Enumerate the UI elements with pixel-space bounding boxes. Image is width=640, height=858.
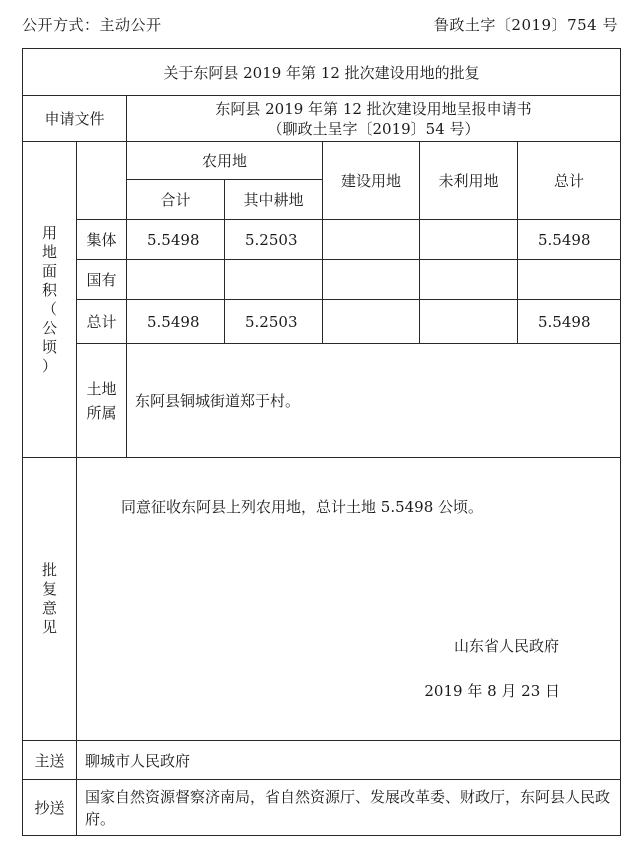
- approval-text: 同意征收东阿县上列农用地，总计土地 5.5498 公顷。: [121, 498, 484, 516]
- cell-construction: [323, 260, 420, 300]
- col-construction-land: 建设用地: [323, 142, 420, 220]
- approval-opinion-body: [77, 458, 621, 741]
- cell-construction: [323, 220, 420, 260]
- send-to-label: 主送: [23, 741, 77, 780]
- col-agricultural-land: 农用地: [127, 142, 323, 180]
- cell-subtotal: 5.5498: [127, 220, 225, 260]
- cell-farmland: [225, 260, 323, 300]
- cc-label: 抄送: [23, 780, 77, 836]
- cell-total: 5.5498: [518, 300, 621, 344]
- approval-form-table: [22, 48, 621, 836]
- disclosure-method: 公开方式：主动公开: [22, 16, 162, 34]
- cell-total: [518, 260, 621, 300]
- col-total: 总计: [518, 142, 621, 220]
- row-label: 集体: [77, 220, 127, 260]
- document-title: 关于东阿县 2019 年第 12 批次建设用地的批复: [23, 49, 621, 96]
- col-subtotal: 合计: [127, 180, 225, 220]
- cell-unused: [420, 300, 518, 344]
- cell-subtotal: 5.5498: [127, 300, 225, 344]
- table-row: [23, 300, 621, 344]
- col-farmland: 其中耕地: [225, 180, 323, 220]
- cell-unused: [420, 260, 518, 300]
- cell-farmland: 5.2503: [225, 220, 323, 260]
- approval-date: 2019 年 8 月 23 日: [424, 682, 561, 700]
- table-row: [23, 220, 621, 260]
- row-label: 国有: [77, 260, 127, 300]
- row-label: 总计: [77, 300, 127, 344]
- cell-subtotal: [127, 260, 225, 300]
- cell-total: 5.5498: [518, 220, 621, 260]
- table-row: [23, 260, 621, 300]
- land-ownership-label: 土地 所属: [77, 344, 127, 458]
- cell-farmland: 5.2503: [225, 300, 323, 344]
- land-ownership-value: 东阿县铜城街道郑于村。: [127, 344, 621, 458]
- send-to-value: 聊城市人民政府: [77, 741, 621, 780]
- application-line-2: （聊政土呈字〔2019〕54 号）: [267, 119, 480, 138]
- application-line-1: 东阿县 2019 年第 12 批次建设用地呈报申请书: [215, 99, 532, 118]
- approval-opinion-label: 批 复 意 见: [23, 458, 77, 741]
- col-unused-land: 未利用地: [420, 142, 518, 220]
- document-number: 鲁政土字〔2019〕754 号: [433, 16, 618, 34]
- issuer-name: 山东省人民政府: [454, 637, 560, 655]
- area-section-label: 用 地 面 积 （ 公 顷 ）: [23, 142, 77, 458]
- row-header-corner: [77, 142, 127, 220]
- application-label: 申请文件: [23, 96, 127, 142]
- cell-unused: [420, 220, 518, 260]
- cc-value: 国家自然资源督察济南局，省自然资源厅、发展改革委、财政厅，东阿县人民政府。: [77, 780, 621, 836]
- cell-construction: [323, 300, 420, 344]
- application-document: [127, 96, 621, 142]
